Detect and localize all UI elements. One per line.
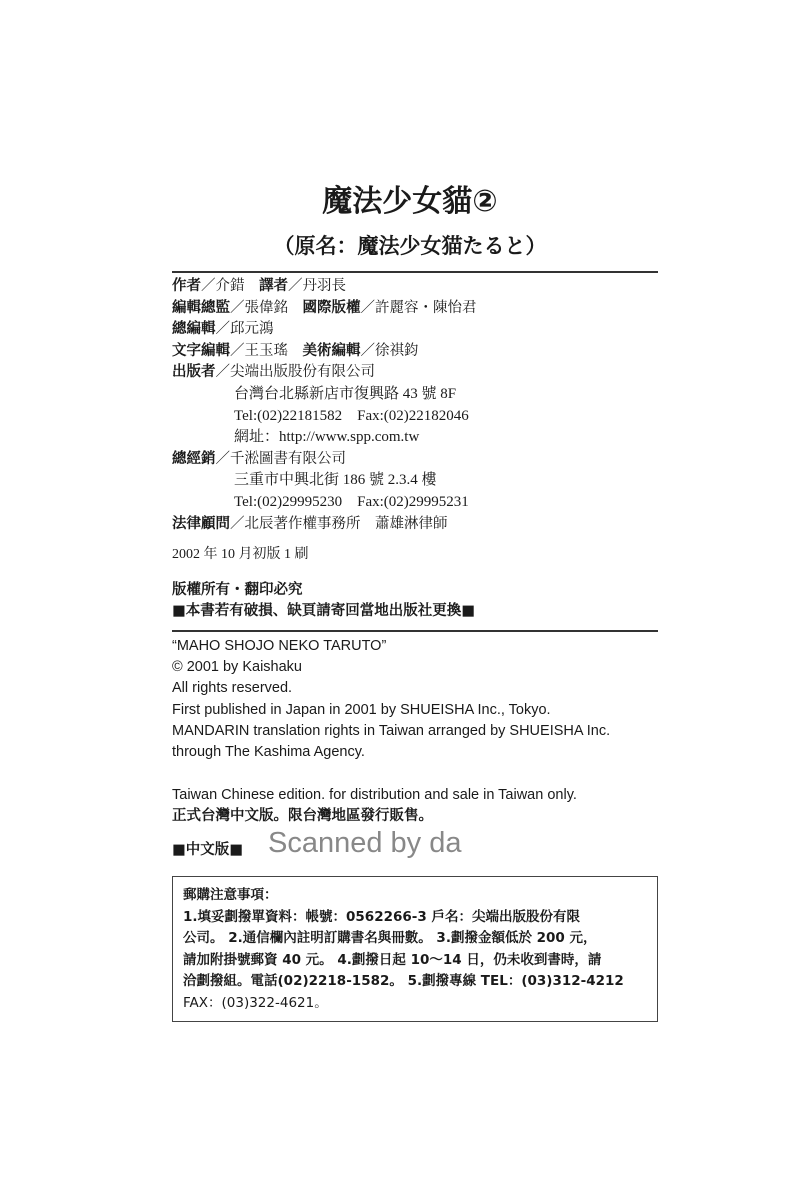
distribution-en: Taiwan Chinese edition. for distribution and sale in Taiwan only. [172, 787, 577, 803]
print-date: 2002 年 10 月初版 1 刷 [172, 547, 309, 562]
english-copyright [172, 636, 610, 763]
credit-value: 千淞圖書有限公司 [230, 450, 346, 467]
credit-value: 徐祺鈞 [375, 342, 419, 359]
credit-value: 邱元鴻 [230, 321, 274, 338]
mail-order-line: 請加附掛號郵資 40 元。 4.劃撥日起 10～14 日，仍未收到書時，請 [183, 951, 602, 968]
credit-row: 出版者／尖端出版股份有限公司 [172, 364, 375, 381]
publisher-address: 台灣台北縣新店市復興路 43 號 8F [234, 385, 457, 402]
distributor-phone: Tel:(02)29995230 Fax:(02)29995231 [234, 493, 469, 510]
rights-line: 版權所有・翻印必究 [172, 582, 303, 598]
credit-value: 張偉銘 [244, 299, 288, 316]
credit-row: 文字編輯／王玉瑤 美術編輯／徐祺鈞 [172, 342, 419, 359]
book-title: 魔法少女貓② [322, 184, 498, 219]
copyright-line: through The Kashima Agency. [172, 744, 365, 761]
credit-label: 編輯總監 [172, 299, 230, 316]
credit-row: 作者／介錯 譯者／丹羽長 [172, 278, 346, 294]
credit-label: 美術編輯 [302, 342, 361, 359]
original-title: （原名：魔法少女猫たると） [273, 234, 547, 258]
credit-label: 文字編輯 [172, 342, 230, 359]
mail-order-heading: 郵購注意事項： [183, 887, 278, 903]
credit-label: 出版者 [172, 364, 216, 381]
copyright-line: “MAHO SHOJO NEKO TARUTO” [172, 638, 387, 654]
credit-label: 國際版權 [302, 299, 361, 316]
credit-label: 總編輯 [172, 321, 216, 338]
credit-row: 編輯總監／張偉銘 國際版權／許麗容・陳怡君 [172, 299, 477, 316]
copyright-line: MANDARIN translation rights in Taiwan arranged by SHUEISHA Inc. [172, 722, 611, 739]
mail-order-line: 1.填妥劃撥單資料：帳號：0562266-3 戶名：尖端出版股份有限 [183, 908, 580, 925]
divider [172, 630, 658, 632]
credit-row: 總編輯／邱元鴻 [172, 321, 274, 338]
credit-value: 尖端出版股份有限公司 [230, 364, 375, 381]
credit-value: 介錯 [215, 278, 245, 294]
mail-order-line: 洽劃撥組。電話(02)2218-1582。 5.劃撥專線 TEL：(03)312-4212 [183, 973, 624, 989]
mail-order-box [172, 876, 658, 1022]
credit-label: 譯者 [259, 278, 288, 294]
distribution-notice [172, 785, 577, 827]
mail-order-line: 公司。 2.通信欄內註明訂購書名與冊數。 3.劃撥金額低於 200 元， [183, 930, 597, 946]
credit-value: 丹羽長 [302, 278, 346, 294]
scan-watermark: Scanned by da [268, 827, 462, 859]
credit-label: 作者 [172, 278, 201, 294]
credit-label: 總經銷 [172, 450, 216, 467]
publisher-phone: Tel:(02)22181582 Fax:(02)22182046 [234, 407, 469, 424]
credit-row: 法律顧問／北辰著作權事務所 蕭雄淋律師 [172, 515, 448, 532]
rights-line: ■本書若有破損、缺頁請寄回當地出版社更換■ [172, 603, 475, 619]
credit-value: 王玉瑤 [244, 342, 288, 359]
rights-notice [172, 580, 475, 622]
divider [172, 271, 658, 273]
publisher-website: 網址：http://www.spp.com.tw [234, 429, 420, 446]
mail-order-line: FAX：(03)322-4621。 [183, 994, 328, 1011]
edition-label: ■中文版■ [172, 842, 243, 858]
credit-label: 法律顧問 [172, 515, 230, 532]
distribution-zh: 正式台灣中文版。限台灣地區發行販售。 [172, 808, 433, 824]
copyright-line: All rights reserved. [172, 680, 293, 697]
copyright-line: First published in Japan in 2001 by SHUEISHA Inc., Tokyo. [172, 701, 551, 718]
credit-value: 許麗容・陳怡君 [375, 299, 477, 316]
credit-value: 北辰著作權事務所 蕭雄淋律師 [244, 515, 448, 532]
distributor-address: 三重市中興北街 186 號 2.3.4 樓 [234, 472, 437, 489]
credits [172, 276, 477, 535]
credit-row: 總經銷／千淞圖書有限公司 [172, 450, 346, 467]
copyright-line: © 2001 by Kaishaku [172, 659, 302, 676]
